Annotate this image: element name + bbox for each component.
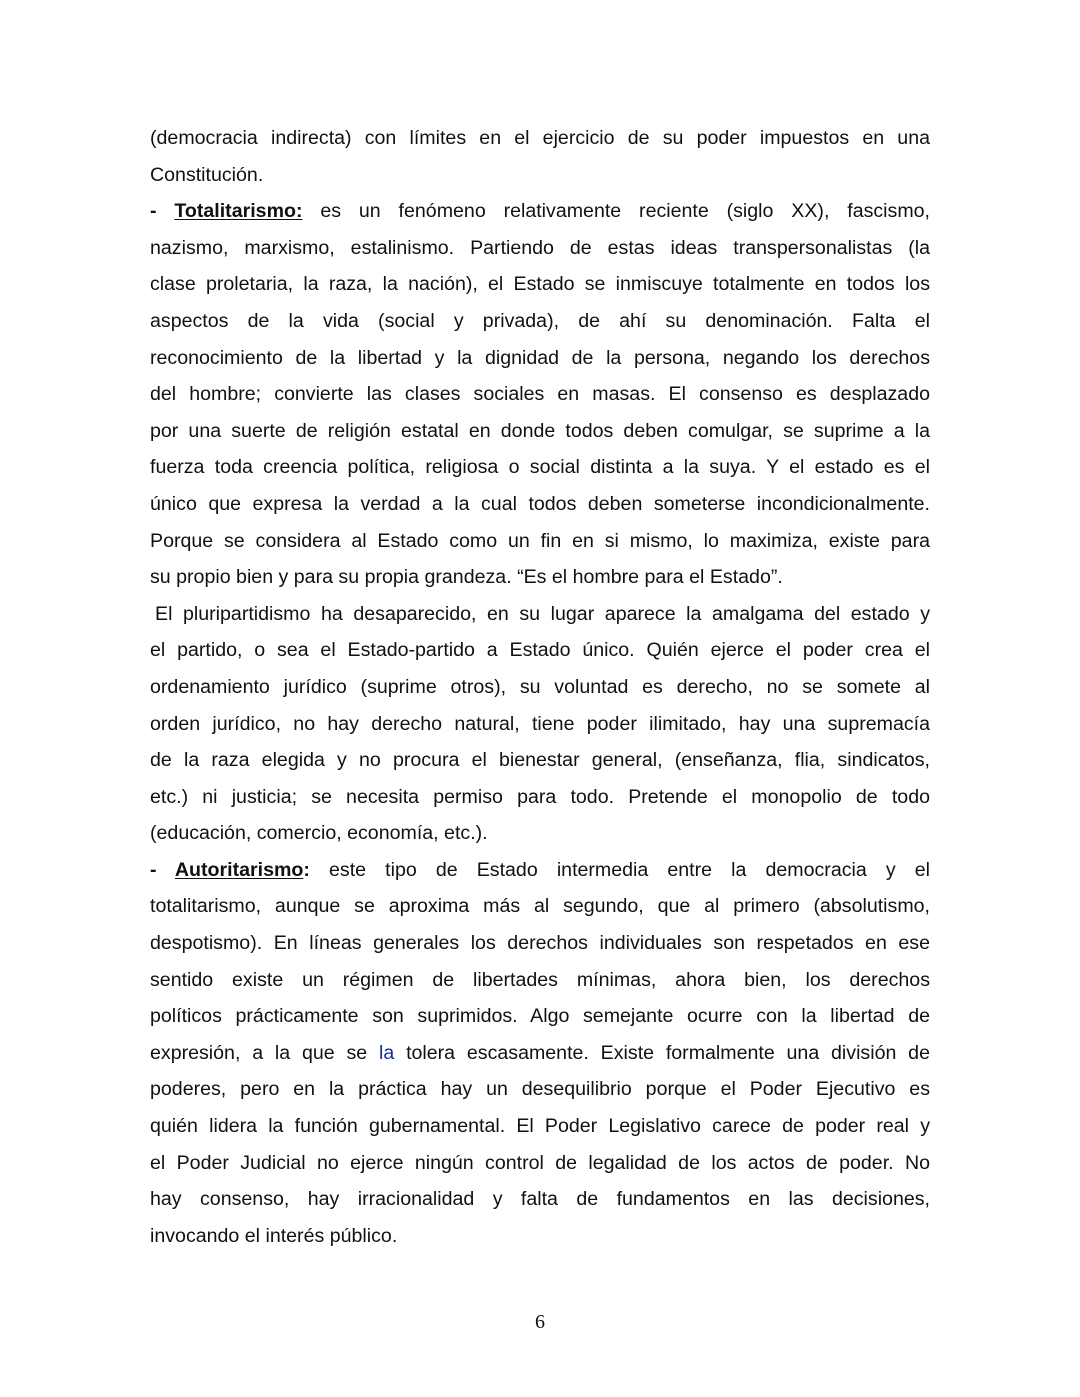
text-line: el partido, o sea el Estado-partido a Estado único. Quién ejerce el poder crea el (150, 639, 930, 662)
term-autoritarismo: Autoritarismo (174, 858, 304, 881)
text-line: quién lidera la función gubernamental. El Poder Legislativo carece de poder real y (150, 1115, 930, 1138)
text-line: políticos prácticamente son suprimidos. Algo semejante ocurre con la libertad de (150, 1005, 930, 1028)
text-run: este tipo de Estado intermedia entre la democracia y el (329, 858, 931, 881)
text-line: Constitución. (150, 163, 264, 186)
text-line: (educación, comercio, economía, etc.). (150, 822, 488, 845)
text-line: hay consenso, hay irracionalidad y falta de fundamentos en las decisiones, (150, 1188, 930, 1211)
term-colon: : (303, 858, 310, 881)
text-line: ordenamiento jurídico (suprime otros), su voluntad es derecho, no se somete al (150, 675, 930, 698)
list-dash: - (150, 200, 175, 223)
list-dash: - (150, 858, 175, 881)
totalitarismo-paragraph-start (150, 193, 930, 230)
text-line: invocando el interés público. (150, 1224, 398, 1247)
text-line: aspectos de la vida (social y privada), de ahí su denominación. Falta el (150, 309, 930, 332)
text-line: sentido existe un régimen de libertades mínimas, ahora bien, los derechos (150, 968, 930, 991)
text-line: El pluripartidismo ha desaparecido, en su lugar aparece la amalgama del estado y (155, 602, 930, 625)
text-line: Porque se considera al Estado como un fin en si mismo, lo maximiza, existe para (150, 529, 930, 552)
text-line: nazismo, marxismo, estalinismo. Partiendo de estas ideas transpersonalistas (la (150, 236, 930, 259)
text-line: clase proletaria, la raza, la nación), el Estado se inmiscuye totalmente en todos los (150, 273, 930, 296)
text-run: es un fenómeno relativamente reciente (siglo XX), fascismo, (320, 200, 930, 223)
text-run: expresión, a la que se (150, 1041, 368, 1064)
text-line: el Poder Judicial no ejerce ningún control de legalidad de los actos de poder. No (150, 1151, 930, 1174)
text-line: despotismo). En líneas generales los derechos individuales son respetados en ese (150, 932, 930, 955)
text-line: por una suerte de religión estatal en donde todos deben comulgar, se suprime a la (150, 419, 930, 442)
autoritarismo-paragraph-start (150, 852, 930, 889)
text-line: reconocimiento de la libertad y la dignidad de la persona, negando los derechos (150, 346, 930, 369)
text-line: del hombre; convierte las clases sociales en masas. El consenso es desplazado (150, 383, 930, 406)
document-body (150, 120, 930, 1254)
term-totalitarismo: Totalitarismo: (174, 200, 303, 223)
text-line (150, 1035, 930, 1072)
text-line: poderes, pero en la práctica hay un desequilibrio porque el Poder Ejecutivo es (150, 1078, 930, 1101)
text-line: totalitarismo, aunque se aproxima más al segundo, que al primero (absolutismo, (150, 895, 930, 918)
text-line: (democracia indirecta) con límites en el ejercicio de su poder impuestos en una (150, 127, 930, 149)
text-line: de la raza elegida y no procura el bienestar general, (enseñanza, flia, sindicatos, (150, 749, 930, 772)
text-line: fuerza toda creencia política, religiosa o social distinta a la suya. Y el estado es el (150, 456, 930, 479)
text-line: orden jurídico, no hay derecho natural, tiene poder ilimitado, hay una supremacía (150, 712, 930, 735)
text-line: etc.) ni justicia; se necesita permiso para todo. Pretende el monopolio de todo (150, 785, 930, 808)
text-line: su propio bien y para su propia grandeza. “Es el hombre para el Estado”. (150, 566, 783, 589)
page-number: 6 (535, 1311, 545, 1333)
text-line: único que expresa la verdad a la cual todos deben someterse incondicionalmente. (150, 492, 930, 515)
highlighted-word: la (378, 1041, 395, 1064)
text-run: tolera escasamente. Existe formalmente una división de (406, 1041, 930, 1064)
